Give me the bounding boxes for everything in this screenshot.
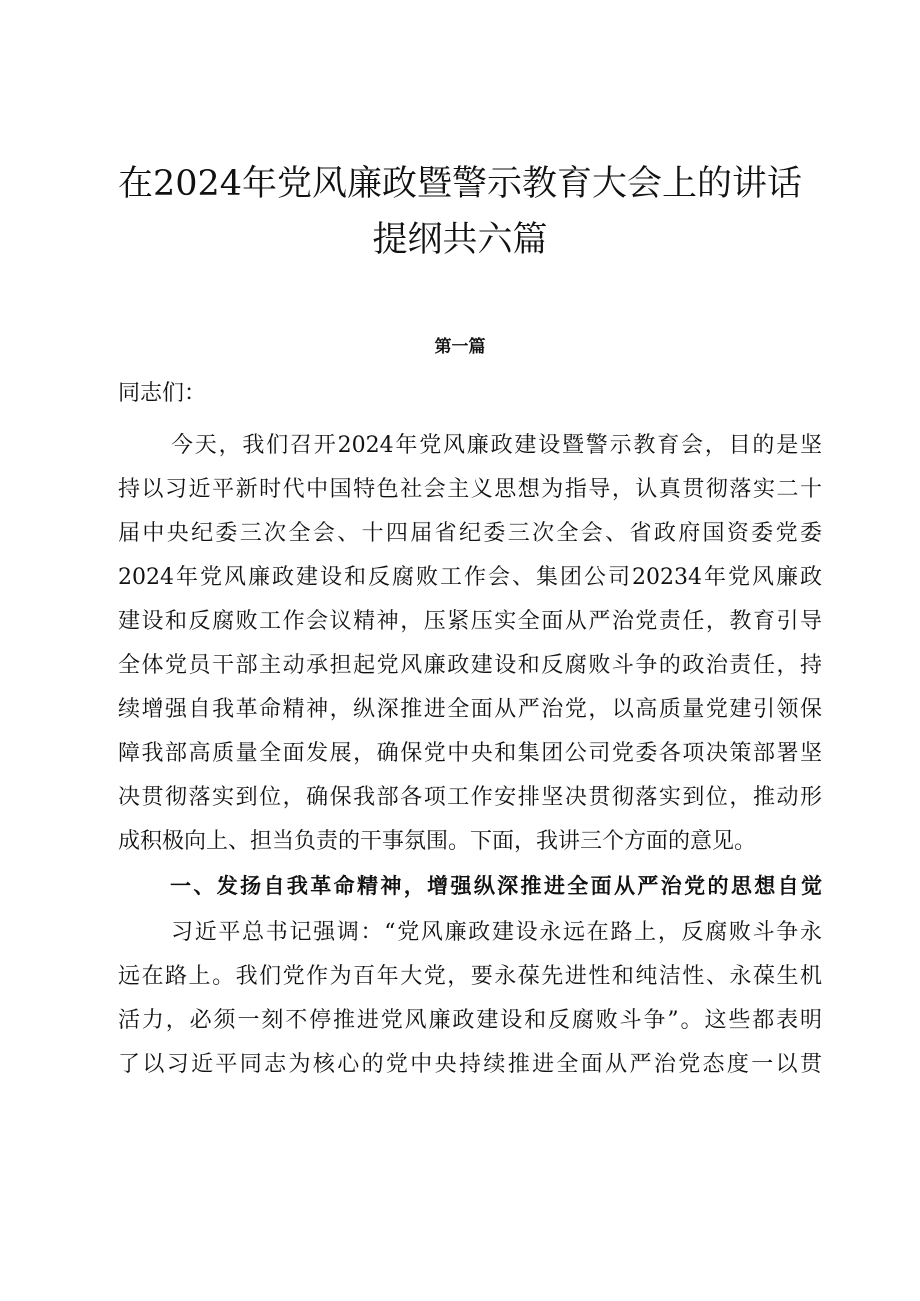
section-heading-1: 一、发扬自我革命精神，增强纵深推进全面从严治党的思想自觉 xyxy=(170,874,822,898)
paragraph-1-line-9: 决贯彻落实到位，确保我部各项工作安排坚决贯彻落实到位，推动形 xyxy=(118,785,822,810)
paragraph-2-line-1: 习近平总书记强调：“党风廉政建设永远在路上，反腐败斗争永 xyxy=(171,920,822,945)
paragraph-1-line-3: 届中央纪委三次全会、十四届省纪委三次全会、省政府国资委党委 xyxy=(118,521,822,546)
paragraph-2-line-3: 活力，必须一刻不停推进党风廉政建设和反腐败斗争”。这些都表明 xyxy=(118,1008,822,1033)
paragraph-1-line-5: 建设和反腐败工作会议精神，压紧压实全面从严治党责任，教育引导 xyxy=(118,609,822,634)
paragraph-1-line-7: 续增强自我革命精神，纵深推进全面从严治党，以高质量党建引领保 xyxy=(118,697,822,722)
paragraph-1-line-10: 成积极向上、担当负责的干事氛围。下面，我讲三个方面的意见。 xyxy=(118,829,757,854)
paragraph-1-line-4: 2024年党风廉政建设和反腐败工作会、集团公司20234年党风廉政 xyxy=(118,565,822,590)
paragraph-1-line-6: 全体党员干部主动承担起党风廉政建设和反腐败斗争的政治责任，持 xyxy=(118,653,822,678)
paragraph-1-line-2: 持以习近平新时代中国特色社会主义思想为指导，认真贯彻落实二十 xyxy=(118,477,822,502)
document-title-line-1: 在2024年党风廉政暨警示教育大会上的讲话 xyxy=(117,164,803,204)
paragraph-1-line-8: 障我部高质量全面发展，确保党中央和集团公司党委各项决策部署坚 xyxy=(118,741,822,766)
paragraph-2-line-2: 远在路上。我们党作为百年大党，要永葆先进性和纯洁性、永葆生机 xyxy=(118,964,822,989)
paragraph-2-line-4: 了以习近平同志为核心的党中央持续推进全面从严治党态度一以贯 xyxy=(118,1052,822,1077)
paragraph-1-line-1: 今天，我们召开2024年党风廉政建设暨警示教育会，目的是坚 xyxy=(171,433,822,458)
document-title-line-2: 提纲共六篇 xyxy=(372,220,548,260)
section-label: 第一篇 xyxy=(434,337,486,357)
salutation: 同志们： xyxy=(118,381,207,406)
